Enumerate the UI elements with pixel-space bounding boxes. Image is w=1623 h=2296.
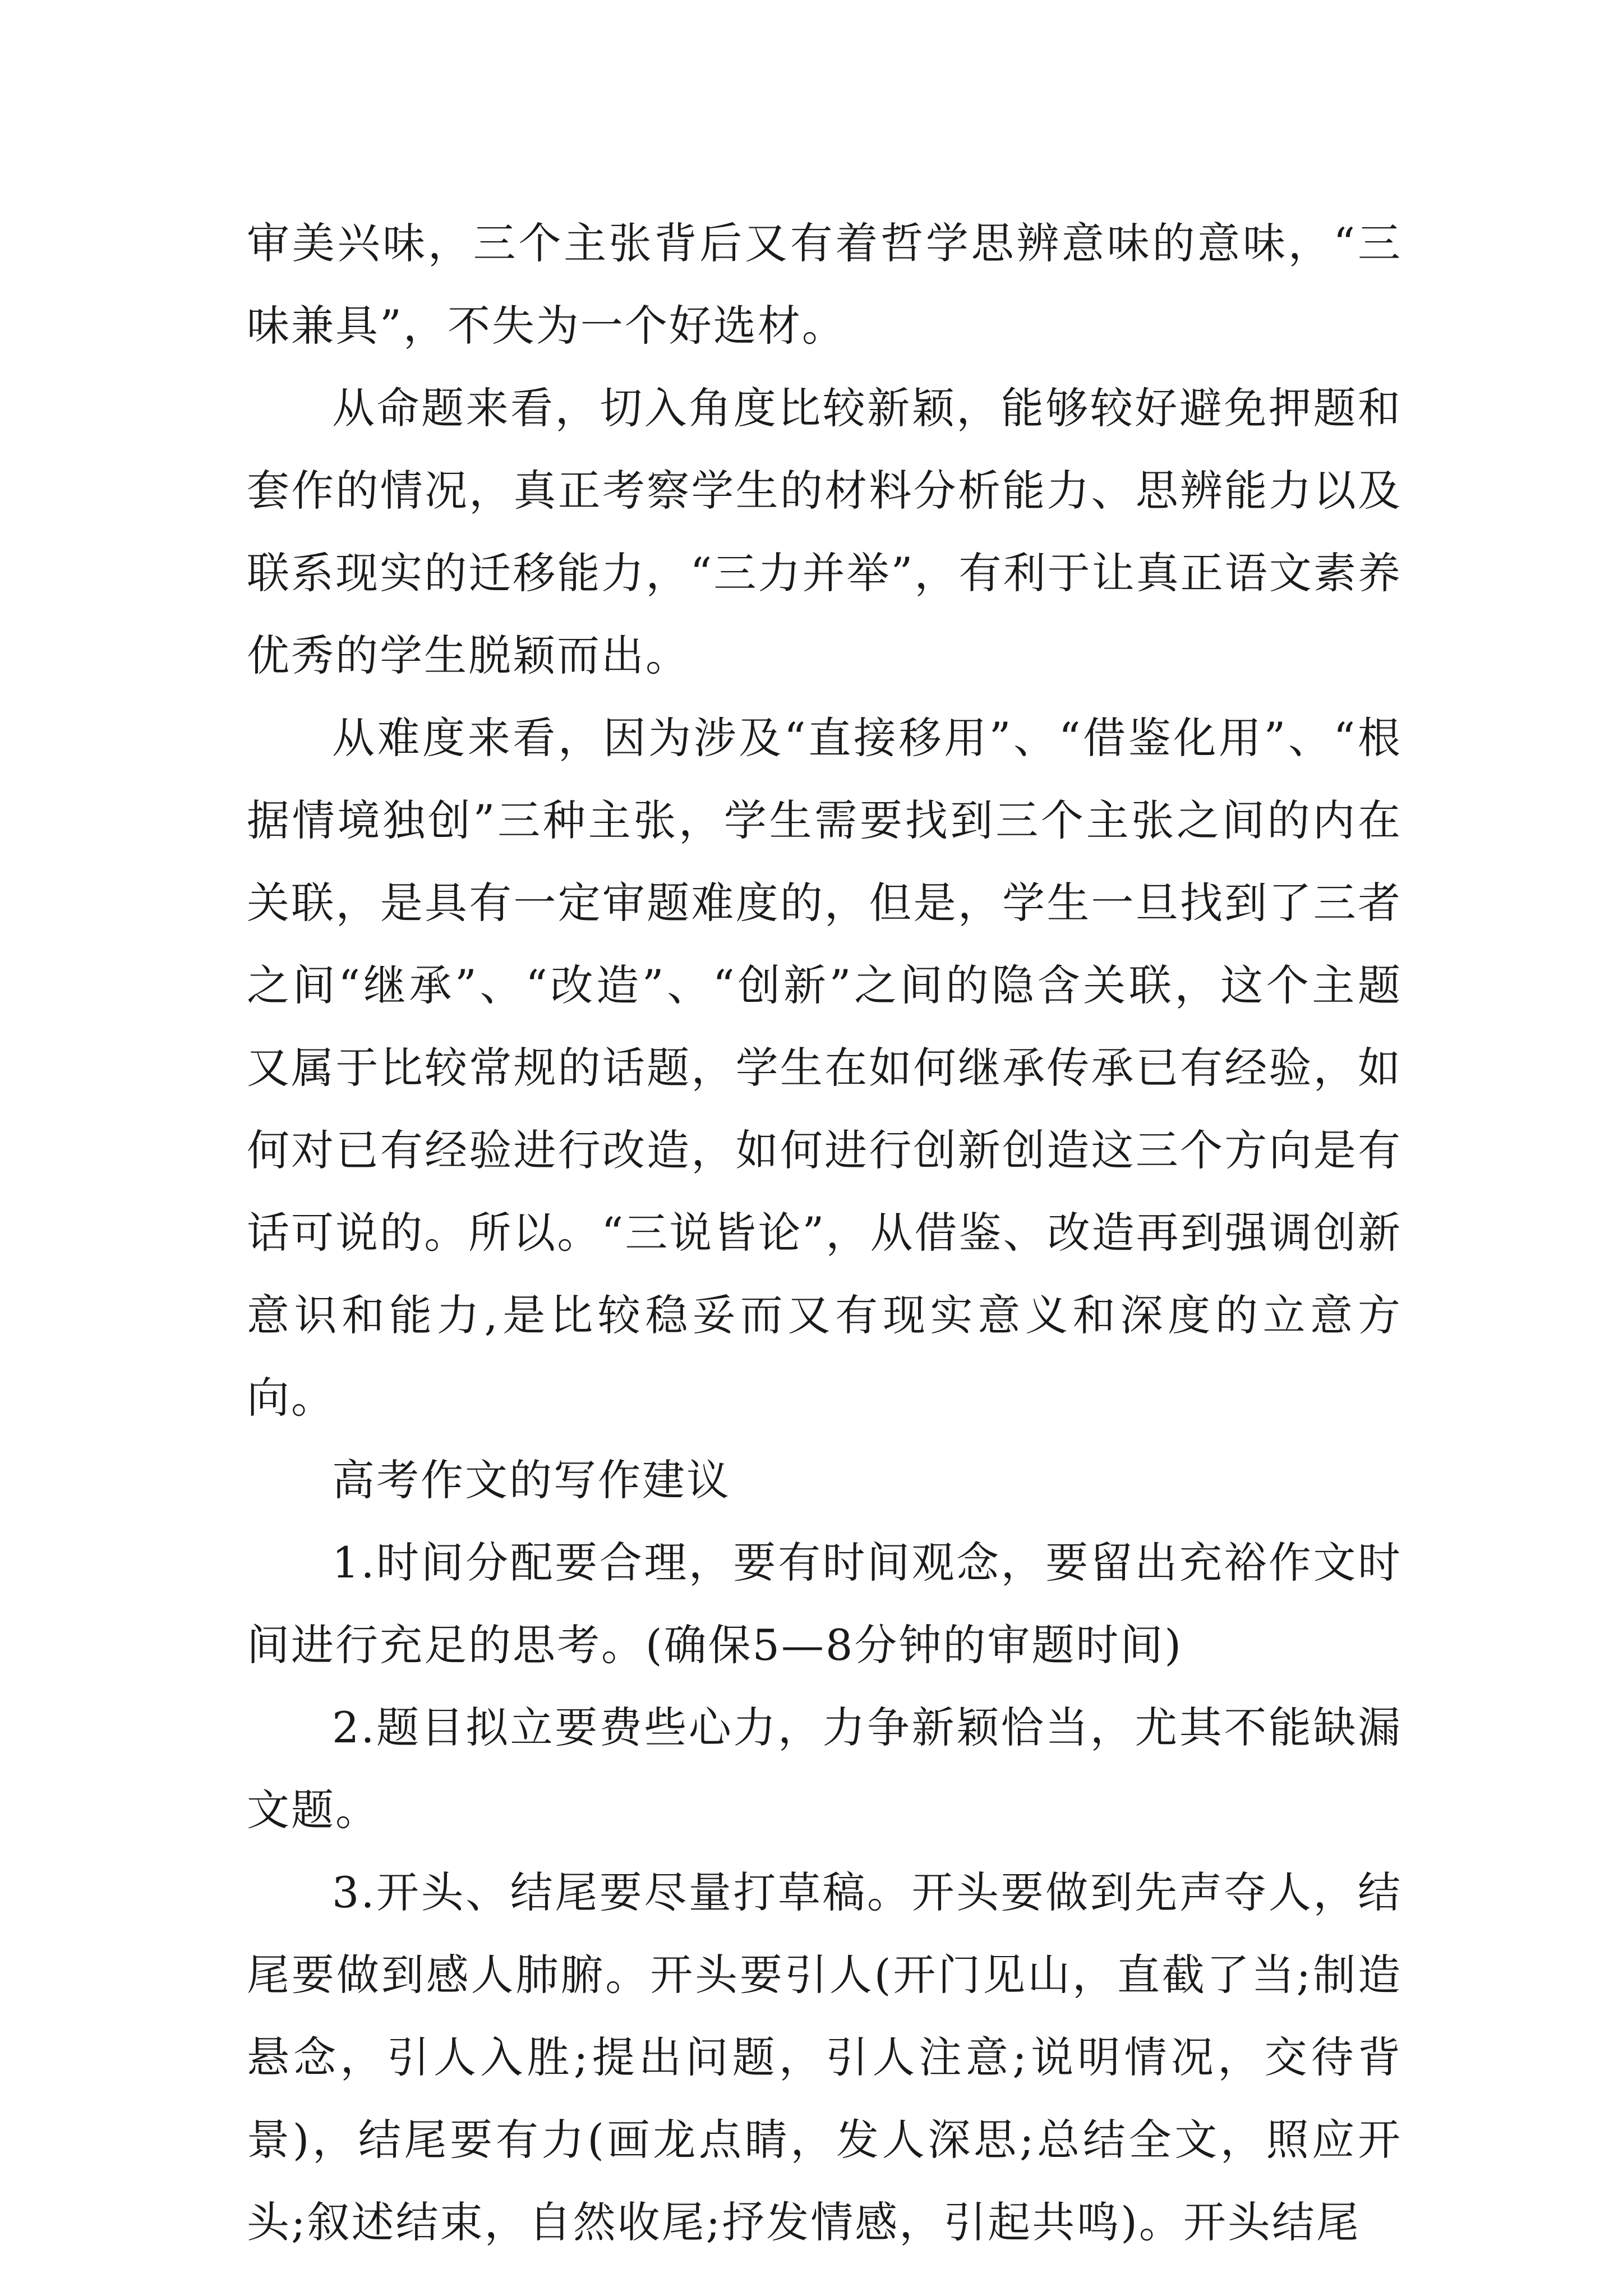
suggestion-item-2: 2.题目拟立要费些心力，力争新颖恰当，尤其不能缺漏文题。 (247, 1703, 1402, 1835)
suggestion-item-3: 3.开头、结尾要尽量打草稿。开头要做到先声夺人，结尾要做到感人肺腑。开头要引人(开门见山，直截了当;制造悬念，引人入胜;提出问题，引人注意;说明情况，交待背景)，结尾要有力(画龙点睛，发人深思;总结全文，照应开头;叙述结束，自然收尾;抒发情感，引起共鸣)。开头结尾 (247, 1867, 1402, 2247)
paragraph-difficulty: 从难度来看，因为涉及“直接移用”、“借鉴化用”、“根据情境独创”三种主张，学生需要找到三个主张之间的内在关联，是具有一定审题难度的，但是，学生一旦找到了三者之间“继承”、“改造”、“创新”之间的隐含关联，这个主题又属于比较常规的话题，学生在如何继承传承已有经验，如何对已有经验进行改造，如何进行创新创造这三个方向是有话可说的。所以。“三说皆论”，从借鉴、改造再到强调创新意识和能力,是比较稳妥而又有现实意义和深度的立意方向。 (247, 713, 1402, 1423)
suggestion-item-1: 1.时间分配要合理，要有时间观念，要留出充裕作文时间进行充足的思考。(确保5—8分钟的审题时间) (247, 1538, 1402, 1670)
paragraph-continuation: 审美兴味，三个主张背后又有着哲学思辨意味的意味，“三味兼具”，不失为一个好选材。 (247, 218, 1402, 351)
paragraph-proposition: 从命题来看，切入角度比较新颖，能够较好避免押题和套作的情况，真正考察学生的材料分析能力、思辨能力以及联系现实的迁移能力，“三力并举”，有利于让真正语文素养优秀的学生脱颖而出。 (247, 383, 1402, 680)
document-body (247, 202, 1402, 2263)
section-heading: 高考作文的写作建议 (332, 1455, 731, 1505)
